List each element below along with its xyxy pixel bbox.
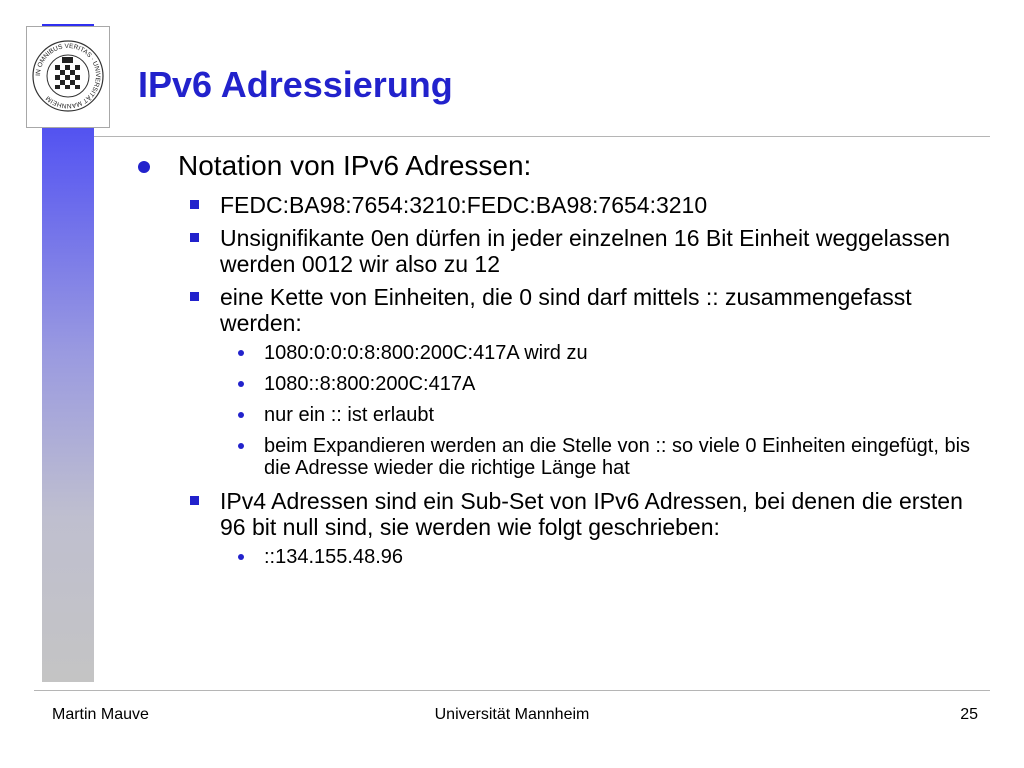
list-item xyxy=(136,150,986,568)
item-text: Unsignifikante 0en dürfen in jeder einzelnen 16 Bit Einheit weggelassen werden 0012 wir also zu 12 xyxy=(220,225,951,277)
svg-text:IN OMNIBUS VERITAS · UNIVERSIT: IN OMNIBUS VERITAS · UNIVERSITÄT MANNHEIM xyxy=(34,42,102,110)
bullet-dot-icon xyxy=(238,350,244,356)
seal-icon xyxy=(31,39,105,113)
list-item xyxy=(220,546,986,568)
list-item xyxy=(176,488,986,568)
item-text: FEDC:BA98:7654:3210:FEDC:BA98:7654:3210 xyxy=(220,192,708,218)
slide-title: IPv6 Adressierung xyxy=(138,64,453,105)
footer-institution: Universität Mannheim xyxy=(434,706,590,723)
bullet-dot-icon xyxy=(238,554,244,560)
page-number: 25 xyxy=(960,706,978,723)
university-logo xyxy=(26,26,110,128)
slide-content xyxy=(136,150,986,577)
item-text: nur ein :: ist erlaubt xyxy=(264,404,435,426)
item-text: beim Expandieren werden an die Stelle von :: so viele 0 Einheiten eingefügt, bis die Adresse wieder die richtige Länge hat xyxy=(264,435,971,479)
list-item xyxy=(220,373,986,395)
item-text: IPv4 Adressen sind ein Sub-Set von IPv6 Adressen, bei denen die ersten 96 bit null sind, sie werden wie folgt geschrieben: xyxy=(220,488,963,540)
item-text: Notation von IPv6 Adressen: xyxy=(178,150,532,181)
item-text: 1080:0:0:0:8:800:200C:417A wird zu xyxy=(264,342,588,364)
list-item xyxy=(220,342,986,364)
item-text: ::134.155.48.96 xyxy=(264,546,404,568)
bullet-dot-icon xyxy=(238,412,244,418)
bullet-square-icon xyxy=(190,200,199,209)
list-item xyxy=(176,284,986,479)
footer-divider xyxy=(34,690,990,691)
bullet-dot-icon xyxy=(238,381,244,387)
list-item xyxy=(220,404,986,426)
list-item xyxy=(176,192,986,218)
bullet-square-icon xyxy=(190,233,199,242)
bullet-dot-icon xyxy=(138,161,150,173)
bullet-list xyxy=(136,150,986,568)
sub-sub-list xyxy=(220,546,986,568)
bullet-dot-icon xyxy=(238,443,244,449)
bullet-square-icon xyxy=(190,292,199,301)
list-item xyxy=(220,435,986,479)
item-text: 1080::8:800:200C:417A xyxy=(264,373,476,395)
bullet-square-icon xyxy=(190,496,199,505)
sub-sub-list xyxy=(220,342,986,479)
sub-list xyxy=(178,192,986,568)
title-divider xyxy=(94,136,990,137)
footer-author: Martin Mauve xyxy=(52,706,149,723)
item-text: eine Kette von Einheiten, die 0 sind darf mittels :: zusammengefasst werden: xyxy=(220,284,912,336)
list-item xyxy=(176,225,986,277)
